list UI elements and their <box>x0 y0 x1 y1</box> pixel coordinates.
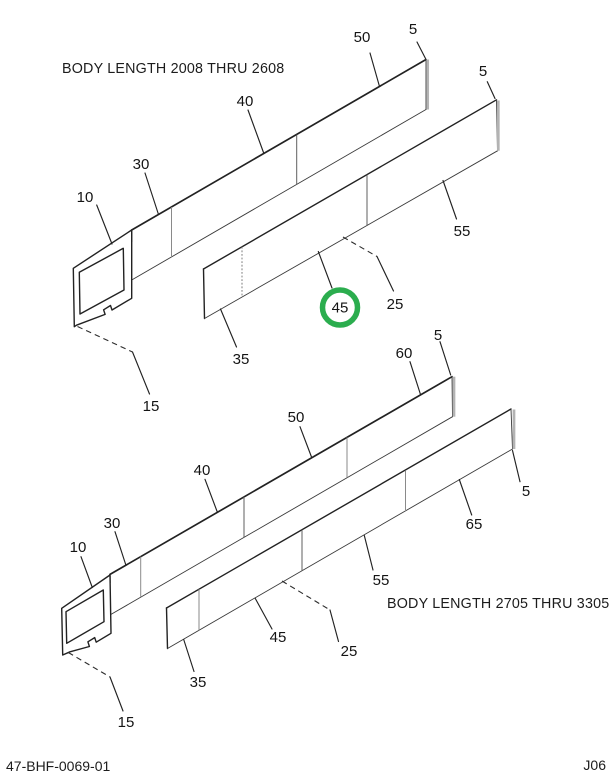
top-diagram-caption: BODY LENGTH 2008 THRU 2608 <box>62 61 285 77</box>
callout-65[interactable]: 65 <box>465 516 483 533</box>
callout-5-rail[interactable]: 5 <box>408 21 418 38</box>
callout-5-panel[interactable]: 5 <box>521 483 531 500</box>
callout-35[interactable]: 35 <box>189 674 207 691</box>
callout-5-rail[interactable]: 5 <box>433 327 443 344</box>
bottom-diagram-caption: BODY LENGTH 2705 THRU 3305 <box>387 596 610 612</box>
callout-40[interactable]: 40 <box>193 462 211 479</box>
highlighted-callout-45[interactable] <box>323 290 358 325</box>
callout-55[interactable]: 55 <box>372 572 390 589</box>
callout-25[interactable]: 25 <box>386 296 404 313</box>
callout-60[interactable]: 60 <box>395 345 413 362</box>
callout-45[interactable]: 45 <box>331 299 349 317</box>
callout-35[interactable]: 35 <box>232 351 250 368</box>
drawing-number: 47-BHF-0069-01 <box>6 758 111 774</box>
callout-15[interactable]: 15 <box>117 714 135 731</box>
callout-55[interactable]: 55 <box>453 223 471 240</box>
callout-10[interactable]: 10 <box>69 539 87 556</box>
callout-15[interactable]: 15 <box>142 398 160 415</box>
callout-45[interactable]: 45 <box>269 629 287 646</box>
callout-30[interactable]: 30 <box>103 515 121 532</box>
callout-40[interactable]: 40 <box>236 93 254 110</box>
callout-25[interactable]: 25 <box>340 643 358 660</box>
callout-50[interactable]: 50 <box>353 29 371 46</box>
callout-30[interactable]: 30 <box>132 156 150 173</box>
callout-5-panel[interactable]: 5 <box>478 63 488 80</box>
callout-10[interactable]: 10 <box>76 189 94 206</box>
revision-code: J06 <box>583 757 606 773</box>
callout-50[interactable]: 50 <box>287 409 305 426</box>
